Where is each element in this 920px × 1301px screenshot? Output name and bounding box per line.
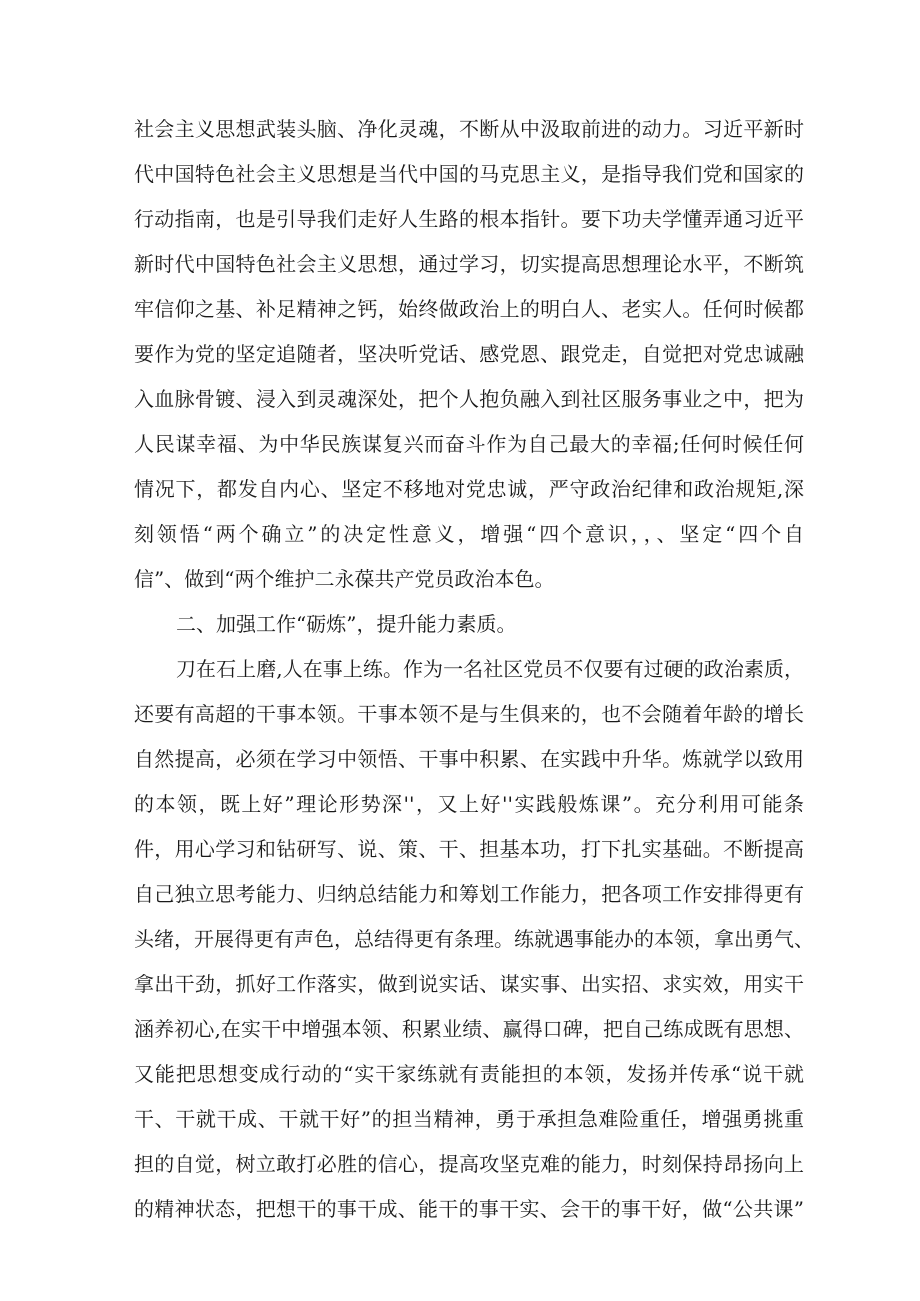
body-text-line: 要作为党的坚定追随者，坚决听党话、感党恩、跟党走，自觉把对党忠诚融 [134,342,804,366]
body-text-line: 社会主义思想武装头脑、净化灵魂，不断从中汲取前进的动力。习近平新时 [134,117,804,141]
body-text-line: 还要有高超的干事本领。干事本领不是与生俱来的，也不会随着年龄的增长 [134,702,804,726]
body-text-line: 信”、做到“两个维护二永葆共产党员政治本色。 [134,567,555,591]
body-text-line: 的精神状态，把想干的事干成、能干的事干实、会干的事干好，做“公共课” [134,1197,804,1221]
body-text-line: 涵养初心,在实干中增强本领、积累业绩、赢得口碑，把自己练成既有思想、 [134,1017,804,1041]
body-text-line: 行动指南，也是引导我们走好人生路的根本指针。要下功夫学懂弄通习近平 [134,207,804,231]
body-text-line: 情况下，都发自内心、坚定不移地对党忠诚，严守政治纪律和政治规矩,深 [134,477,804,501]
body-text-line: 拿出干劲，抓好工作落实，做到说实话、谋实事、出实招、求实效，用实干 [134,972,804,996]
body-text-line: 自然提高，必须在学习中领悟、干事中积累、在实践中升华。炼就学以致用 [134,747,804,771]
body-text-line: 代中国特色社会主义思想是当代中国的马克思主义，是指导我们党和国家的 [134,162,804,186]
body-text-line: 件，用心学习和钻研写、说、策、干、担基本功，打下扎实基础。不断提高 [134,837,804,861]
body-text-line: 又能把思想变成行动的“实干家练就有责能担的本领，发扬并传承“说干就 [134,1062,804,1086]
body-text-line: 的本领，既上好”理论形势深''，又上好''实践般炼课”。充分利用可能条 [134,792,804,816]
body-text-line: 头绪，开展得更有声色，总结得更有条理。练就遇事能办的本领，拿出勇气、 [134,927,814,951]
body-text-line: 新时代中国特色社会主义思想，通过学习，切实提高思想理论水平，不断筑 [134,252,804,276]
body-text-line: 刻领悟“两个确立”的决定性意义，增强“四个意识，，、坚定“四个自 [134,522,804,546]
section-heading: 二、加强工作“砺炼”，提升能力素质。 [176,612,517,636]
body-text-line: 人民谋幸福、为中华民族谋复兴而奋斗作为自己最大的幸福;任何时候任何 [134,432,804,456]
body-text-line: 担的自觉，树立敢打必胜的信心，提高攻坚克难的能力，时刻保持昂扬向上 [134,1152,804,1176]
body-text-line: 干、干就干成、干就干好”的担当精神，勇于承担急难险重任，增强勇挑重 [134,1107,804,1131]
body-text-line: 入血脉骨镀、浸入到灵魂深处，把个人抱负融入到社区服务事业之中，把为 [134,387,804,411]
body-text-line: 自己独立思考能力、归纳总结能力和筹划工作能力，把各项工作安排得更有 [134,882,804,906]
body-text-line: 牢信仰之基、补足精神之钙，始终做政治上的明白人、老实人。任何时候都 [134,297,804,321]
body-text-line: 刀在石上磨,人在事上练。作为一名社区党员不仅要有过硬的政治素质， [176,657,804,681]
